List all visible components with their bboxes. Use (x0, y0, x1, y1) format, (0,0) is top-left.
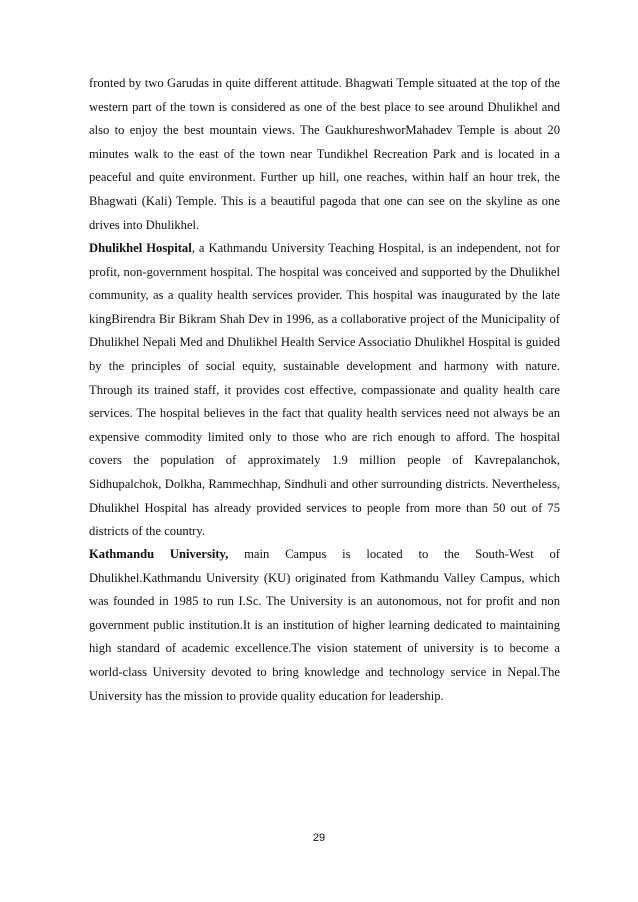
page-number: 29 (312, 832, 326, 844)
paragraph-kathmandu-university-text: main Campus is located to the South-West of Dhulikhel.Kathmandu University (KU) originated from Kathmandu Valley Campus, which was founded in 1985 to run I.Sc. The University is an autonomous, not for profit and non government public institution.It is an institution of higher learning dedicated to maintaining high standard of academic excellence.The vision statement of university is to become a world-class University devoted to bring knowledge and technology service in Nepal.The University has the mission to provide quality education for leadership. (89, 547, 560, 703)
paragraph-temples-text: fronted by two Garudas in quite different attitude. Bhagwati Temple situated at the top of the western part of the town is considered as one of the best place to see around Dhulikhel and also to enjoy the best mountain views. The GaukhureshworMahadev Temple is about 20 minutes walk to the east of the town near Tundikhel Recreation Park and is located in a peaceful and quite environment. Further up hill, one reaches, within half an hour trek, the Bhagwati (Kali) Temple. This is a beautiful pagoda that one can see on the skyline as one drives into Dhulikhel. (89, 76, 560, 232)
paragraph-temples (89, 72, 560, 237)
paragraph-dhulikhel-hospital-heading: Dhulikhel Hospital (89, 241, 192, 255)
paragraph-dhulikhel-hospital (89, 237, 560, 544)
paragraph-dhulikhel-hospital-text: , a Kathmandu University Teaching Hospital, is an independent, not for profit, non-government hospital. The hospital was conceived and supported by the Dhulikhel community, as a quality health services provider. This hospital was inaugurated by the late kingBirendra Bir Bikram Shah Dev in 1996, as a collaborative project of the Municipality of Dhulikhel Nepali Med and Dhulikhel Health Service Associatio Dhulikhel Hospital is guided by the principles of social equity, sustainable development and harmony with nature. Through its trained staff, it provides cost effective, compassionate and quality health care services. The hospital believes in the fact that quality health services need not always be an expensive commodity limited only to those who are rich enough to afford. The hospital covers the population of approximately 1.9 million people of Kavrepalanchok, Sidhupalchok, Dolkha, Rammechhap, Sindhuli and other surrounding districts. Nevertheless, Dhulikhel Hospital has already provided services to people from more than 50 out of 75 districts of the country. (89, 241, 560, 539)
paragraph-kathmandu-university (89, 543, 560, 708)
paragraph-kathmandu-university-heading: Kathmandu University, (89, 547, 229, 561)
